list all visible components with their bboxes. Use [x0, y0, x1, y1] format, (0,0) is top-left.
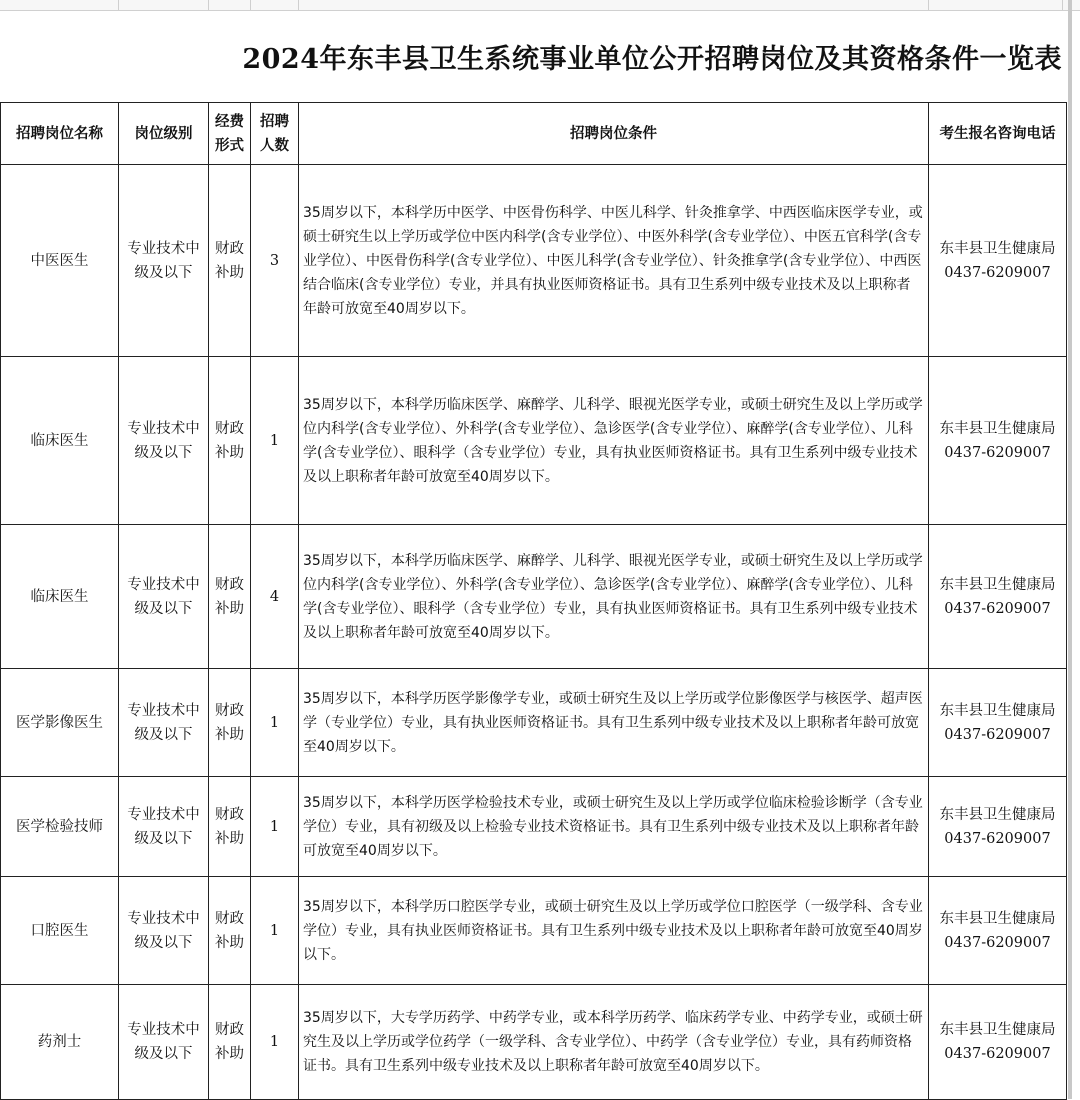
cell-conditions: 35周岁以下，本科学历医学影像学专业，或硕士研究生及以上学历或学位影像医学与核医学、超声医学（专业学位）专业，具有执业医师资格证书。具有卫生系列中级专业技术及以上职称者年龄可放宽至40周岁以下。	[299, 669, 929, 777]
cell-conditions: 35周岁以下，大专学历药学、中药学专业，或本科学历药学、临床药学专业、中药学专业，或硕士研究生及以上学历或学位药学（一级学科、含专业学位）、中药学（含专业学位）专业，具有药师资格证书。具有卫生系列中级专业技术及以上职称者年龄可放宽至40周岁以下。	[299, 985, 929, 1100]
cell-funding: 财政补助	[209, 165, 251, 357]
cell-level: 专业技术中级及以下	[119, 525, 209, 669]
cell-conditions: 35周岁以下，本科学历临床医学、麻醉学、儿科学、眼视光医学专业，或硕士研究生及以上学历或学位内科学(含专业学位）、外科学(含专业学位）、急诊医学(含专业学位）、麻醉学(含专业学位）、儿科学(含专业学位）、眼科学（含专业学位）专业，具有执业医师资格证书。具有卫生系列中级专业技术及以上职称者年龄可放宽至40周岁以下。	[299, 525, 929, 669]
contact-phone: 0437-6209007	[944, 264, 1051, 281]
header-count: 招聘人数	[251, 103, 299, 165]
cell-contact	[929, 669, 1067, 777]
contact-org: 东丰县卫生健康局	[939, 420, 1056, 437]
cell-count: 3	[251, 165, 299, 357]
cell-contact	[929, 985, 1067, 1100]
cell-count: 1	[251, 669, 299, 777]
header-conditions: 招聘岗位条件	[299, 103, 929, 165]
cell-conditions: 35周岁以下，本科学历医学检验技术专业，或硕士研究生及以上学历或学位临床检验诊断学（含专业学位）专业，具有初级及以上检验专业技术资格证书。具有卫生系列中级专业技术及以上职称者年龄可放宽至40周岁以下。	[299, 777, 929, 877]
cell-level: 专业技术中级及以下	[119, 877, 209, 985]
cell-position: 医学影像医生	[1, 669, 119, 777]
cell-contact	[929, 357, 1067, 525]
recruitment-table	[0, 102, 1067, 1100]
header-funding: 经费形式	[209, 103, 251, 165]
cell-level: 专业技术中级及以下	[119, 165, 209, 357]
cell-contact	[929, 525, 1067, 669]
document-title: 2024年东丰县卫生系统事业单位公开招聘岗位及其资格条件一览表	[242, 44, 1062, 75]
contact-org: 东丰县卫生健康局	[939, 806, 1056, 823]
cell-funding: 财政补助	[209, 985, 251, 1100]
cell-position: 中医医生	[1, 165, 119, 357]
spreadsheet-column-strip	[0, 0, 1080, 11]
cell-count: 1	[251, 877, 299, 985]
header-contact: 考生报名咨询电话	[929, 103, 1067, 165]
cell-count: 1	[251, 985, 299, 1100]
cell-funding: 财政补助	[209, 777, 251, 877]
contact-phone: 0437-6209007	[944, 934, 1051, 951]
cell-position: 临床医生	[1, 357, 119, 525]
contact-phone: 0437-6209007	[944, 600, 1051, 617]
header-position: 招聘岗位名称	[1, 103, 119, 165]
cell-contact	[929, 877, 1067, 985]
cell-count: 1	[251, 357, 299, 525]
cell-level: 专业技术中级及以下	[119, 985, 209, 1100]
table-row	[1, 525, 1067, 669]
cell-position: 口腔医生	[1, 877, 119, 985]
scrollbar[interactable]	[1068, 0, 1072, 1099]
header-level: 岗位级别	[119, 103, 209, 165]
contact-org: 东丰县卫生健康局	[939, 910, 1056, 927]
cell-funding: 财政补助	[209, 669, 251, 777]
cell-position: 药剂士	[1, 985, 119, 1100]
table-row	[1, 777, 1067, 877]
cell-count: 1	[251, 777, 299, 877]
cell-level: 专业技术中级及以下	[119, 357, 209, 525]
table-row	[1, 357, 1067, 525]
contact-org: 东丰县卫生健康局	[939, 576, 1056, 593]
contact-phone: 0437-6209007	[944, 726, 1051, 743]
cell-funding: 财政补助	[209, 357, 251, 525]
contact-org: 东丰县卫生健康局	[939, 702, 1056, 719]
table-row	[1, 165, 1067, 357]
cell-contact	[929, 777, 1067, 877]
table-row	[1, 877, 1067, 985]
contact-org: 东丰县卫生健康局	[939, 240, 1056, 257]
cell-contact	[929, 165, 1067, 357]
cell-funding: 财政补助	[209, 525, 251, 669]
contact-phone: 0437-6209007	[944, 1046, 1051, 1062]
cell-conditions: 35周岁以下，本科学历中医学、中医骨伤科学、中医儿科学、针灸推拿学、中西医临床医学专业，或硕士研究生以上学历或学位中医内科学(含专业学位）、中医外科学(含专业学位）、中医五官科学(含专业学位）、中医骨伤科学(含专业学位）、中医儿科学(含专业学位）、针灸推拿学(含专业学位）、中西医结合临床(含专业学位）专业，并具有执业医师资格证书。具有卫生系列中级专业技术及以上职称者年龄可放宽至40周岁以下。	[299, 165, 929, 357]
table-row	[1, 985, 1067, 1100]
cell-level: 专业技术中级及以下	[119, 777, 209, 877]
contact-phone: 0437-6209007	[944, 830, 1051, 847]
cell-count: 4	[251, 525, 299, 669]
cell-position: 医学检验技师	[1, 777, 119, 877]
cell-funding: 财政补助	[209, 877, 251, 985]
contact-org: 东丰县卫生健康局	[939, 1022, 1056, 1038]
cell-level: 专业技术中级及以下	[119, 669, 209, 777]
cell-conditions: 35周岁以下，本科学历口腔医学专业，或硕士研究生及以上学历或学位口腔医学（一级学科、含专业学位）专业，具有执业医师资格证书。具有卫生系列中级专业技术及以上职称者年龄可放宽至40周岁以下。	[299, 877, 929, 985]
table-row	[1, 669, 1067, 777]
cell-conditions: 35周岁以下，本科学历临床医学、麻醉学、儿科学、眼视光医学专业，或硕士研究生及以上学历或学位内科学(含专业学位）、外科学(含专业学位）、急诊医学(含专业学位）、麻醉学(含专业学位）、儿科学(含专业学位）、眼科学（含专业学位）专业，具有执业医师资格证书。具有卫生系列中级专业技术及以上职称者年龄可放宽至40周岁以下。	[299, 357, 929, 525]
cell-position: 临床医生	[1, 525, 119, 669]
header-row	[1, 103, 1067, 165]
contact-phone: 0437-6209007	[944, 444, 1051, 461]
